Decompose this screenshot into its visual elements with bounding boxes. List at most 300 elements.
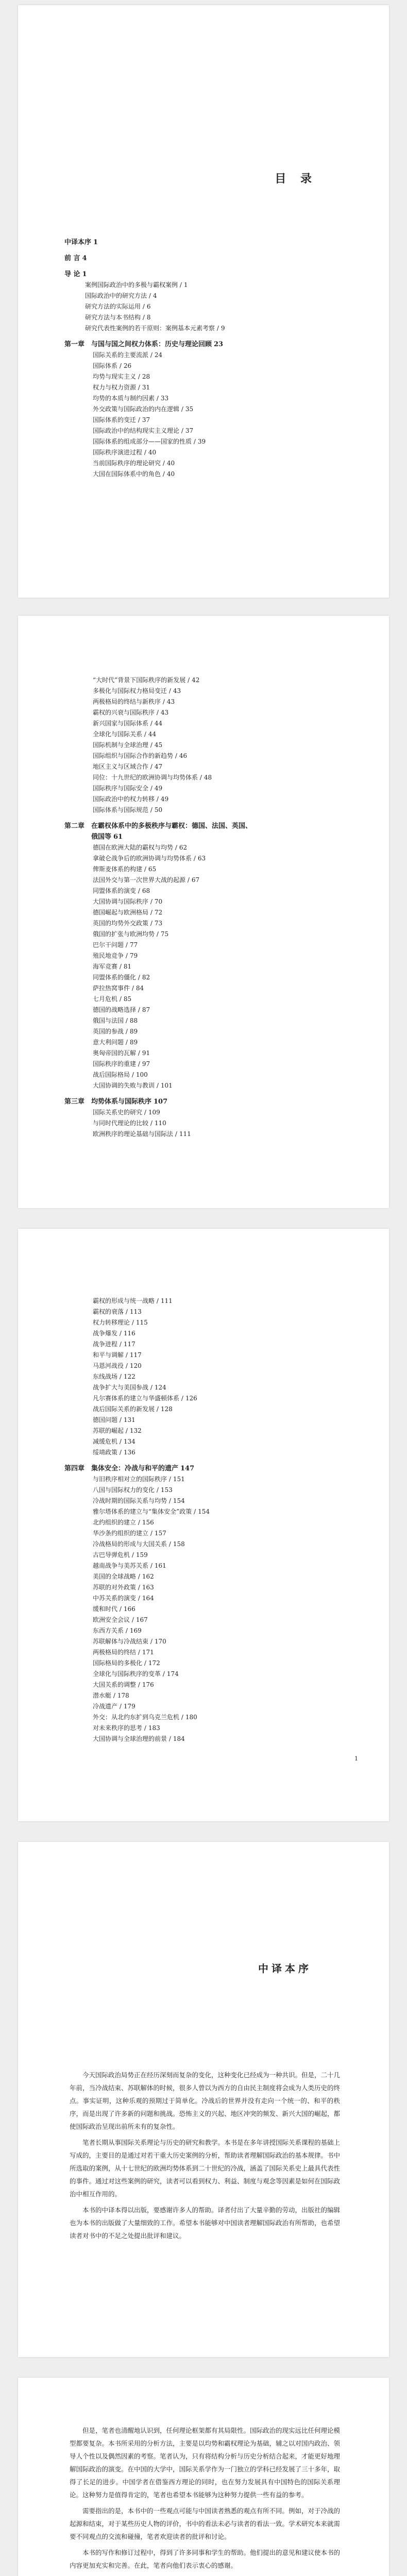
toc-entry-page: 49 [154,785,163,792]
toc-entry-text: 苏联的对外政策 / [93,1584,140,1591]
toc-entry[interactable] [64,404,353,415]
toc-entry[interactable] [64,1658,353,1669]
toc-entry-text: 冷战遗产 / [93,1703,122,1710]
toc-list-3 [64,1296,353,1744]
toc-entry-text: 两极格局的终结与新秩序 / [93,698,165,705]
toc-entry-page: 47 [154,763,163,770]
toc-entry-text: 大国协调的失败与教训 / [93,1082,159,1089]
toc-entry-page: 151 [173,1476,185,1483]
toc-entry-page: 171 [142,1649,154,1656]
toc-entry-text: 德国问题 / [93,1416,122,1423]
toc-entry[interactable] [64,458,353,469]
toc-entry-text: 萨拉热窝事件 / [93,985,134,992]
toc-entry-text: “大时代”背景下国际秩序的新发展 / [93,676,190,684]
toc-entry-page: 82 [142,974,150,981]
toc-entry-text: 同位：十九世纪的欧洲协调与均势体系 / [93,774,202,781]
toc-entry-page: 4 [152,292,157,299]
toc-entry-page: 153 [160,1486,173,1494]
toc-entry[interactable] [64,1436,353,1447]
toc-entry-page: 110 [154,1120,166,1127]
toc-entry-page: 49 [160,795,169,803]
toc-entry[interactable] [64,1690,353,1701]
toc-entry[interactable] [64,426,353,436]
toc-entry[interactable] [64,1636,353,1647]
preface-body-2 [70,2424,340,2576]
toc-entry-text: 国际秩序的重建 / [93,1060,140,1067]
toc-entry-page: 43 [166,698,175,705]
toc-entry-text: 和平与调解 / [93,1351,128,1359]
toc-entry-text: 德国的战略选择 / [93,1006,140,1013]
toc-entry-page: 115 [135,1319,148,1326]
toc-entry[interactable] [64,1561,353,1571]
toc-entry-page: 97 [142,1060,150,1067]
toc-entry-text: 研究方法的实际运用 / [85,303,145,310]
toc-entry-page: 44 [148,731,157,738]
toc-entry-text: 拿破仑战争后的欧洲协调与均势体系 / [93,855,196,862]
toc-entry-text: 与同时代理论的比较 / [93,1120,152,1127]
toc-entry[interactable] [64,382,353,393]
toc-entry[interactable] [64,361,353,371]
toc-entry-page: 147 [180,1465,195,1472]
toc-entry[interactable] [64,875,353,886]
toc-entry[interactable] [64,1296,353,1307]
toc-entry[interactable] [64,447,353,458]
toc-entry-text: 东西方关系 / [93,1627,128,1634]
toc-entry-page: 107 [154,1098,168,1106]
toc-entry-text: 全球化与国际秩序的变革 / [93,1670,165,1677]
toc-entry-page: 77 [129,941,138,948]
toc-entry-page: 46 [179,752,188,759]
toc-entry[interactable] [64,469,353,480]
toc-entry-page: 33 [160,395,169,402]
toc-entry[interactable] [64,1517,353,1528]
toc-entry[interactable] [64,707,353,718]
toc-entry-text: 同盟体系的僵化 / [93,974,140,981]
toc-entry-page: 172 [148,1659,160,1667]
toc-entry[interactable] [64,1048,353,1059]
toc-entry-text: 外交政策与国际政治的内在逻辑 / [93,405,183,413]
toc-entry[interactable] [64,1393,353,1404]
toc-chapter[interactable] [64,339,353,350]
toc-entry-page: 23 [214,341,224,348]
toc-entry-text: 缓和时代 / [93,1605,122,1613]
toc-entry-text: 权力转移理论 / [93,1319,134,1326]
toc-entry-page: 91 [142,1049,150,1057]
toc-entry-text: 冷战时期的国际关系与均势 / [93,1497,171,1504]
toc-entry-page: 87 [142,1006,150,1013]
toc-entry-text: 绥靖政策 / [93,1449,122,1456]
toc-entry-page: 48 [204,774,212,781]
toc-entry-page: 4 [82,255,87,262]
toc-entry-page: 184 [173,1735,185,1742]
preface-title: 中译本序 [258,1962,312,1975]
toc-entry-page: 39 [197,438,206,445]
toc-entry-page: 65 [148,866,157,873]
toc-entry-text: 国际体系与国际规范 / [93,806,152,814]
preface-paragraph: 但是，笔者也清醒地认识到，任何理论框架都有其局限性。国际政治的现实远比任何理论模型都要复杂。本书所采用的分析方法，主要是以均势和霸权理论为基础，辅之以对国内政治、领导人个性以及偶然因素的考察。笔者认为，只有将结构分析与历史分析结合起来，才能更好地理解国际政治的演变。在中国的大学中，国际关系学作为一门独立的学科已经发展了三十多年，取得了长足的进步。中国学者在借鉴西方理论的同时，也在努力发展具有中国特色的国际关系理论。这种努力是值得肯定的，笔者也希望本书能够为这种努力提供一些有益的参考。 [70,2427,341,2499]
toc-entry[interactable] [64,323,353,334]
toc-entry-text: 英国的参战 / [93,1028,128,1035]
toc-entry[interactable] [64,1647,353,1658]
toc-entry-page: 174 [166,1670,179,1677]
toc-entry[interactable] [64,1415,353,1426]
toc-entry-text: 当前国际秩序的理论研究 / [93,460,165,467]
toc-entry-page: 9 [221,325,225,332]
toc-entry-page: 89 [129,1028,138,1035]
toc-entry-text: 国际政治中的研究方法 / [85,292,151,299]
toc-entry-text: 大国关系的调整 / [93,1681,140,1688]
toc-chapter[interactable] [64,821,353,832]
toc-entry[interactable] [64,280,353,291]
toc-entry-text: 国际关系史的研究 / [93,1109,146,1116]
toc-entry-text: 马恩河战役 / [93,1362,128,1369]
toc-entry-page: 122 [123,1373,135,1380]
toc-entry-text: 华沙条约组织的建立 / [93,1530,152,1537]
toc-entry-text: 欧洲安全会议 / [93,1616,134,1623]
toc-entry-text: 导 论 [64,270,80,278]
toc-entry[interactable] [64,1539,353,1550]
toc-entry-page: 1 [82,270,87,278]
toc-entry-page: 136 [123,1449,135,1456]
toc-entry-page: 68 [142,887,150,894]
toc-entry-page: 89 [129,1039,138,1046]
toc-entry-page: 81 [123,963,132,970]
toc-entry[interactable] [64,772,353,783]
toc-entry[interactable] [64,1474,353,1485]
toc-entry-page: 43 [160,709,169,716]
toc-entry-page: 31 [142,384,150,391]
toc-entry-page: 8 [146,314,151,321]
toc-entry-text: 欧洲秩序的理论基础与国际法 / [93,1130,177,1138]
toc-entry-page: 154 [173,1497,185,1504]
toc-entry-page: 50 [154,806,163,814]
toc-entry[interactable] [64,805,353,816]
toc-entry-text: 在霸权体系中的多极秩序与霸权：德国、法国、英国、 [91,822,252,830]
toc-entry-text: 权力与权力资源 / [93,384,140,391]
toc-entry[interactable] [64,301,353,312]
toc-entry-text: 对未来秩序的思考 / [93,1724,146,1732]
toc-entry[interactable] [64,253,353,264]
toc-entry[interactable] [64,312,353,323]
toc-entry-text: 东线战场 / [93,1373,122,1380]
toc-entry-page: 40 [166,470,175,478]
toc-entry-page: 70 [154,898,163,905]
toc-entry[interactable] [64,740,353,751]
toc-entry[interactable] [64,291,353,301]
toc-entry-text: 国际政治中的结构现实主义理论 / [93,427,183,434]
toc-entry-page: 163 [142,1584,154,1591]
toc-entry-text: 国际格局的多极化 / [93,1659,146,1667]
toc-entry-text: 战争扩大与美国参战 / [93,1384,152,1391]
toc-entry-text: 苏联解体与冷战结束 / [93,1638,152,1645]
toc-entry[interactable] [64,1582,353,1593]
toc-entry-text: 凡尔赛体系的建立与华盛顿体系 / [93,1395,183,1402]
toc-entry[interactable] [64,994,353,1005]
toc-entry[interactable] [64,1680,353,1690]
toc-entry-page: 85 [123,995,132,1003]
toc-entry[interactable] [64,1118,353,1129]
toc-entry-text: 国际体系的变迁 / [93,416,140,423]
toc-entry-text: 新兴国家与国际体系 / [93,720,152,727]
toc-entry[interactable] [64,436,353,447]
toc-entry[interactable] [64,1317,353,1328]
toc-entry-page: 61 [113,833,123,841]
toc-entry-text: 北约组织的建立 / [93,1519,140,1526]
toc-entry-page: 183 [148,1724,160,1732]
toc-entry-text: 国际政治中的权力转移 / [93,795,159,803]
toc-entry-text: 均势与现实主义 / [93,373,140,380]
toc-entry-page: 79 [129,952,138,959]
toc-entry-page: 26 [123,362,132,369]
toc-entry[interactable] [64,794,353,805]
toc-entry[interactable] [64,1339,353,1350]
toc-entry[interactable] [64,1604,353,1615]
toc-entry[interactable] [64,853,353,864]
toc-entry[interactable] [64,237,353,248]
toc-entry-text: 霸权的衰落 / [93,1308,128,1315]
toc-entry-text: 霸权的形成与统一战略 / [93,1297,159,1304]
toc-entry[interactable] [64,1447,353,1458]
toc-entry-text: 法国外交与第一次世界大战的起源 / [93,876,190,884]
toc-entry-text: 均势体系与国际秩序 [91,1098,152,1106]
toc-entry-text: 冷战格局的形成与大国关系 / [93,1540,171,1548]
toc-entry-page: 113 [129,1308,142,1315]
toc-entry[interactable] [64,1426,353,1436]
toc-entry[interactable] [64,1593,353,1604]
toc-entry[interactable] [64,718,353,729]
toc-entry[interactable] [64,972,353,983]
toc-entry[interactable] [64,415,353,426]
toc-entry-text: 俄国与法国 / [93,1017,128,1024]
toc-entry[interactable] [64,1625,353,1636]
toc-entry-text: 减缓危机 / [93,1438,122,1445]
toc-entry-page: 40 [148,449,157,456]
toc-entry-text: 战后国际格局 / [93,1071,134,1078]
toc-entry-text: 与旧秩序相对立的国际秩序 / [93,1476,171,1483]
toc-entry-page: 117 [129,1351,142,1359]
toc-page-2 [18,616,389,1208]
toc-entry[interactable] [64,371,353,382]
toc-entry-page: 158 [173,1540,185,1548]
toc-entry[interactable] [64,1070,353,1080]
toc-entry[interactable] [64,983,353,994]
toc-entry-page: 63 [197,855,206,862]
toc-entry-page: 44 [154,720,163,727]
toc-chapter[interactable] [64,1096,353,1107]
toc-chapter-number: 第三章 [64,1098,85,1106]
toc-entry-text: 英国的均势外交政策 / [93,920,152,927]
toc-entry-text: 大国协调与全球治理的前景 / [93,1735,171,1742]
toc-entry[interactable] [64,929,353,940]
toc-entry[interactable] [64,761,353,772]
toc-entry[interactable] [64,842,353,853]
toc-entry[interactable] [64,886,353,896]
toc-chapter[interactable] [64,1463,353,1474]
toc-entry[interactable] [64,1550,353,1561]
toc-entry[interactable] [64,675,353,686]
toc-entry-text: 研究方法与本书结构 / [85,314,145,321]
toc-entry-page: 100 [135,1071,148,1078]
preface-body [70,2069,340,2245]
toc-entry-text: 同盟体系的演变 / [93,887,140,894]
toc-entry-text: 越南战争与美苏关系 / [93,1562,152,1569]
toc-entry-page: 37 [142,416,150,423]
toc-entry-page: 161 [154,1562,166,1569]
toc-entry-page: 45 [154,741,163,749]
toc-entry-page: 169 [129,1627,142,1634]
toc-entry[interactable] [64,1080,353,1091]
toc-entry-text: 霸权的兴衰与国际秩序 / [93,709,159,716]
toc-entry[interactable] [64,1571,353,1582]
toc-entry-text: 八国与国际权力的变化 / [93,1486,159,1494]
toc-entry-page: 170 [154,1638,166,1645]
toc-entry-text: 与国与国之间权力体系：历史与理论回顾 [91,341,212,348]
toc-entry-page: 109 [148,1109,160,1116]
toc-entry-page: 111 [160,1297,173,1304]
toc-entry[interactable] [64,1059,353,1070]
toc-entry-text: 殖民地竞争 / [93,952,128,959]
toc-entry-text: 七月危机 / [93,995,122,1003]
toc-entry[interactable] [64,832,353,842]
preface-page-2 [18,2378,389,2576]
toc-entry-page: 157 [154,1530,166,1537]
toc-entry-text: 国际组织与国际合作的新趋势 / [93,752,177,759]
toc-entry[interactable] [64,1669,353,1680]
toc-entry-text: 古巴导弹危机 / [93,1551,134,1558]
toc-entry-text: 集体安全：冷战与和平的遗产 [91,1465,179,1472]
toc-entry-page: 124 [154,1384,166,1391]
toc-chapter-number: 第四章 [64,1465,85,1472]
toc-entry-page: 84 [135,985,144,992]
toc-entry[interactable] [64,1734,353,1744]
page-number: 1 [354,1755,358,1762]
toc-entry-text: 巴尔干问题 / [93,941,128,948]
toc-entry-text: 大国在国际体系中的角色 / [93,470,165,478]
toc-entry-text: 国际秩序与国际安全 / [93,785,152,792]
toc-entry[interactable] [64,1382,353,1393]
toc-entry-page: 164 [142,1595,154,1602]
preface-paragraph: 今天国际政治局势正在经历深刻而复杂的变化，这种变化已经成为一种共识。但是，二十几年前，当冷战结束、苏联解体的时候，很多人曾以为西方的自由民主制度将会成为人类历史的终点。事实证明，这种乐观的预期过于简单化。冷战后的世界并没有走向一个统一的、和平的秩序，而是出现了许多新的问题和挑战。恐怖主义的兴起、地区冲突的频发、新兴大国的崛起，都使国际政治呈现出前所未有的复杂性。 [70,2071,341,2130]
toc-entry[interactable] [64,1307,353,1317]
toc-entry-text: 研究代表性案例的若干原则：案例基本元素考察 / [85,325,219,332]
toc-entry[interactable] [64,729,353,740]
toc-entry-text: 国际机制与全球治理 / [93,741,152,749]
toc-entry[interactable] [64,697,353,707]
toc-entry-text: 国际体系的组成部分——国家的性质 / [93,438,196,445]
toc-entry-page: 126 [185,1395,197,1402]
toc-entry-page: 42 [192,676,200,684]
toc-entry[interactable] [64,1506,353,1517]
preface-paragraph: 需要指出的是，本书中的一些观点可能与中国读者熟悉的观点有所不同。例如，对于冷战的起源和结束，对于某些历史人物的评价，书中的看法未必与读者的看法一致。学术研究本来就需要不同观点的交流和碰撞，笔者欢迎读者的批评和讨论。 [70,2507,341,2540]
toc-entry-page: 116 [123,1330,135,1337]
preface-paragraph: 本书的写作和修订过程中，得到了许多同事和学生的帮助。他们提出的意见和建议使本书的内容更加充实和完善。在此，笔者向他们表示衷心的感谢。 [70,2549,341,2569]
toc-entry-text: 德国崛起与欧洲格局 / [93,909,152,916]
toc-entry-page: 101 [160,1082,173,1089]
toc-entry[interactable] [64,1712,353,1723]
toc-entry-text: 多极化与国际权力格局变迁 / [93,687,171,694]
toc-entry-page: 28 [142,373,150,380]
toc-entry[interactable] [64,896,353,907]
toc-entry[interactable] [64,1026,353,1037]
toc-page-3 [18,1229,389,1821]
toc-entry[interactable] [64,1404,353,1415]
toc-entry-page: 167 [135,1616,148,1623]
toc-entry[interactable] [64,1005,353,1015]
toc-entry[interactable] [64,864,353,875]
toc-entry-page: 117 [123,1341,135,1348]
toc-entry[interactable] [64,751,353,761]
toc-entry[interactable] [64,1129,353,1140]
toc-entry[interactable] [64,907,353,918]
toc-entry-page: 6 [146,303,151,310]
toc-entry[interactable] [64,1701,353,1712]
toc-entry-page: 67 [191,876,200,884]
toc-entry-page: 75 [160,930,169,938]
toc-entry-text: 国际体系 / [93,362,122,369]
preface-paragraph: 笔者长期从事国际关系理论与历史的研究和教学。本书是在多年讲授国际关系课程的基础上写成的，主要目的是通过对若干重大历史案例的分析，帮助读者理解国际政治的基本规律。书中所选取的案例，从十七世纪的欧洲均势体系到二十世纪的冷战，涵盖了国际关系史上最具代表性的事件。通过对这些案例的研究，读者可以看到权力、利益、制度与观念等因素是如何在国际政治中相互作用的。 [70,2139,341,2198]
toc-entry[interactable] [64,686,353,697]
toc-entry-text: 奥匈帝国的瓦解 / [93,1049,140,1057]
toc-entry-text: 俾斯麦体系的构建 / [93,866,146,873]
toc-entry[interactable] [64,783,353,794]
toc-entry[interactable] [64,1015,353,1026]
toc-entry-text: 中苏关系的演变 / [93,1595,140,1602]
toc-entry[interactable] [64,1371,353,1382]
toc-list-1 [64,232,353,480]
toc-entry[interactable] [64,1037,353,1048]
toc-entry[interactable] [64,918,353,929]
toc-entry-page: 1 [93,239,98,246]
toc-entry-text: 前 言 [64,255,80,262]
toc-entry-text: 美国的全球战略 / [93,1573,140,1580]
toc-entry[interactable] [64,1361,353,1371]
preface-paragraph: 本书的中译本得以出版，要感谢许多人的帮助。译者付出了大量辛勤的劳动，出版社的编辑也为本书的出版做了大量细致的工作。希望本书能够对中国读者理解国际政治有所帮助，也希望读者对书中的不足之处提出批评和建议。 [70,2206,341,2240]
toc-entry[interactable] [64,1615,353,1625]
toc-entry-text: 国际关系的主要流派 / [93,351,152,359]
toc-entry[interactable] [64,951,353,961]
toc-entry-text: 外交：从北约东扩到乌克兰危机 / [93,1714,183,1721]
toc-entry-text: 战后国际关系的新发展 / [93,1405,159,1413]
toc-entry[interactable] [64,961,353,972]
toc-entry-page: 40 [166,460,175,467]
toc-entry-page: 166 [123,1605,135,1613]
toc-entry-page: 24 [154,351,163,359]
toc-entry[interactable] [64,1496,353,1506]
toc-entry[interactable] [64,1723,353,1734]
toc-entry-page: 111 [179,1130,191,1138]
toc-entry-page: 179 [123,1703,135,1710]
toc-entry[interactable] [64,1328,353,1339]
toc-entry[interactable] [64,1350,353,1361]
toc-entry-text: 国际秩序演进过程 / [93,449,146,456]
toc-entry[interactable] [64,940,353,951]
toc-entry-page: 176 [142,1681,154,1688]
toc-chapter-number: 第二章 [64,822,85,830]
toc-entry-page: 156 [142,1519,154,1526]
toc-entry[interactable] [64,1107,353,1118]
toc-entry-page: 128 [160,1405,173,1413]
toc-entry[interactable] [64,1528,353,1539]
toc-entry-text: 战争爆发 / [93,1330,122,1337]
toc-entry[interactable] [64,393,353,404]
toc-entry[interactable] [64,1485,353,1496]
toc-entry[interactable] [64,350,353,361]
toc-title: 目 录 [275,172,317,185]
toc-entry-page: 180 [185,1714,197,1721]
toc-entry-page: 62 [179,844,188,851]
toc-entry-text: 苏联的崛起 / [93,1427,128,1434]
toc-entry[interactable] [64,269,353,280]
